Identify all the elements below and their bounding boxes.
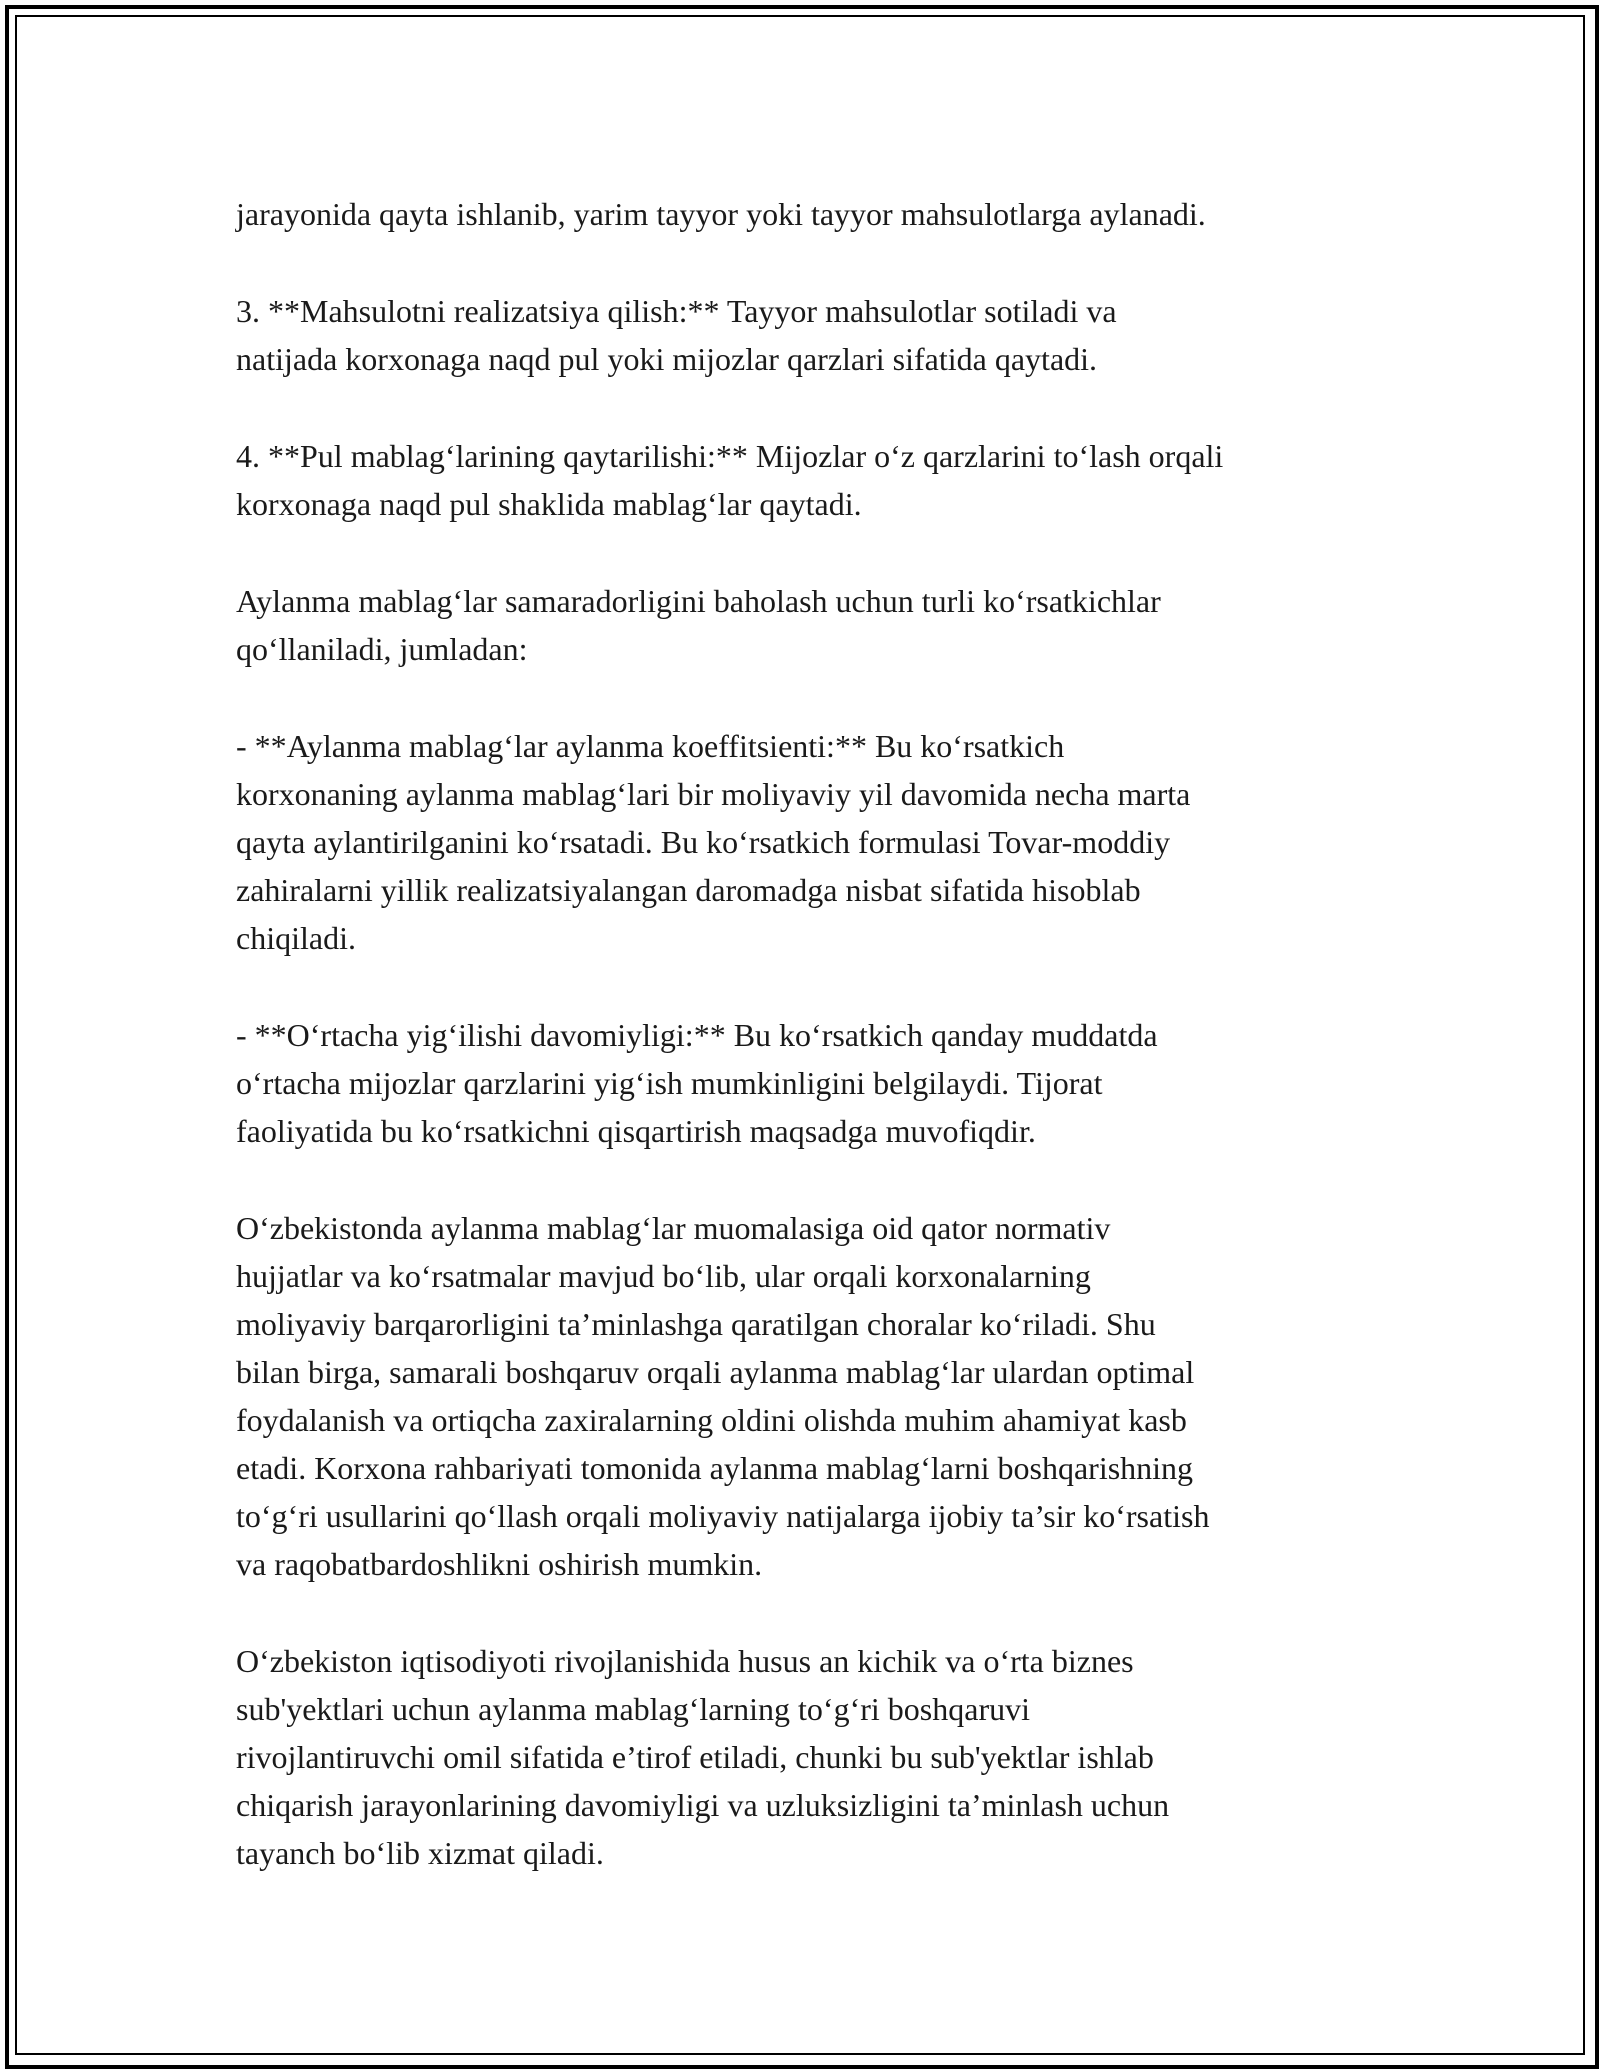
paragraph: jarayonida qayta ishlanib, yarim tayyor yoki tayyor mahsulotlarga aylanadi.	[236, 196, 1206, 232]
paragraph: Aylanma mablag‘lar samaradorligini baholash uchun turli ko‘rsatkichlar qo‘llaniladi, jumladan:	[236, 583, 1161, 667]
document-body	[236, 190, 1386, 1926]
paragraph: O‘zbekistonda aylanma mablag‘lar muomalasiga oid qator normativ hujjatlar va ko‘rsatmalar mavjud bo‘lib, ular orqali korxonalarning moliyaviy barqarorligini ta’minlashga qaratilgan choralar ko‘riladi. Shu bilan birga, samarali boshqaruv orqali aylanma mablag‘lar ulardan optimal foydalanish va ortiqcha zaxiralarning oldini olishda muhim ahamiyat kasb etadi. Korxona rahbariyati tomonida aylanma mablag‘larni boshqarishning to‘g‘ri usullarini qo‘llash orqali moliyaviy natijalarga ijobiy ta’sir ko‘rsatish va raqobatbardoshlikni oshirish mumkin.	[236, 1210, 1210, 1582]
numbered-item: 4. **Pul mablag‘larining qaytarilishi:** Mijozlar o‘z qarzlarini to‘lash orqali korxonaga naqd pul shaklida mablag‘lar qaytadi.	[236, 438, 1224, 522]
paragraph: O‘zbekiston iqtisodiyoti rivojlanishida husus an kichik va o‘rta biznes sub'yektlari uchun aylanma mablag‘larning to‘g‘ri boshqaruvi rivojlantiruvchi omil sifatida e’tirof etiladi, chunki bu sub'yektlar ishlab chiqarish jarayonlarining davomiyligi va uzluksizligini ta’minlash uchun tayanch bo‘lib xizmat qiladi.	[236, 1643, 1170, 1871]
numbered-item: 3. **Mahsulotni realizatsiya qilish:** Tayyor mahsulotlar sotiladi va natijada korxonaga naqd pul yoki mijozlar qarzlari sifatida qaytadi.	[236, 293, 1117, 377]
bullet-item: - **O‘rtacha yig‘ilishi davomiyligi:** Bu ko‘rsatkich qanday muddatda o‘rtacha mijozlar qarzlarini yig‘ish mumkinligini belgilaydi. Tijorat faoliyatida bu ko‘rsatkichni qisqartirish maqsadga muvofiqdir.	[236, 1017, 1158, 1149]
bullet-item: - **Aylanma mablag‘lar aylanma koeffitsienti:** Bu ko‘rsatkich korxonaning aylanma mablag‘lari bir moliyaviy yil davomida necha marta qayta aylantirilganini ko‘rsatadi. Bu ko‘rsatkich formulasi Tovar-moddiy zahiralarni yillik realizatsiyalangan daromadga nisbat sifatida hisoblab chiqiladi.	[236, 728, 1191, 956]
